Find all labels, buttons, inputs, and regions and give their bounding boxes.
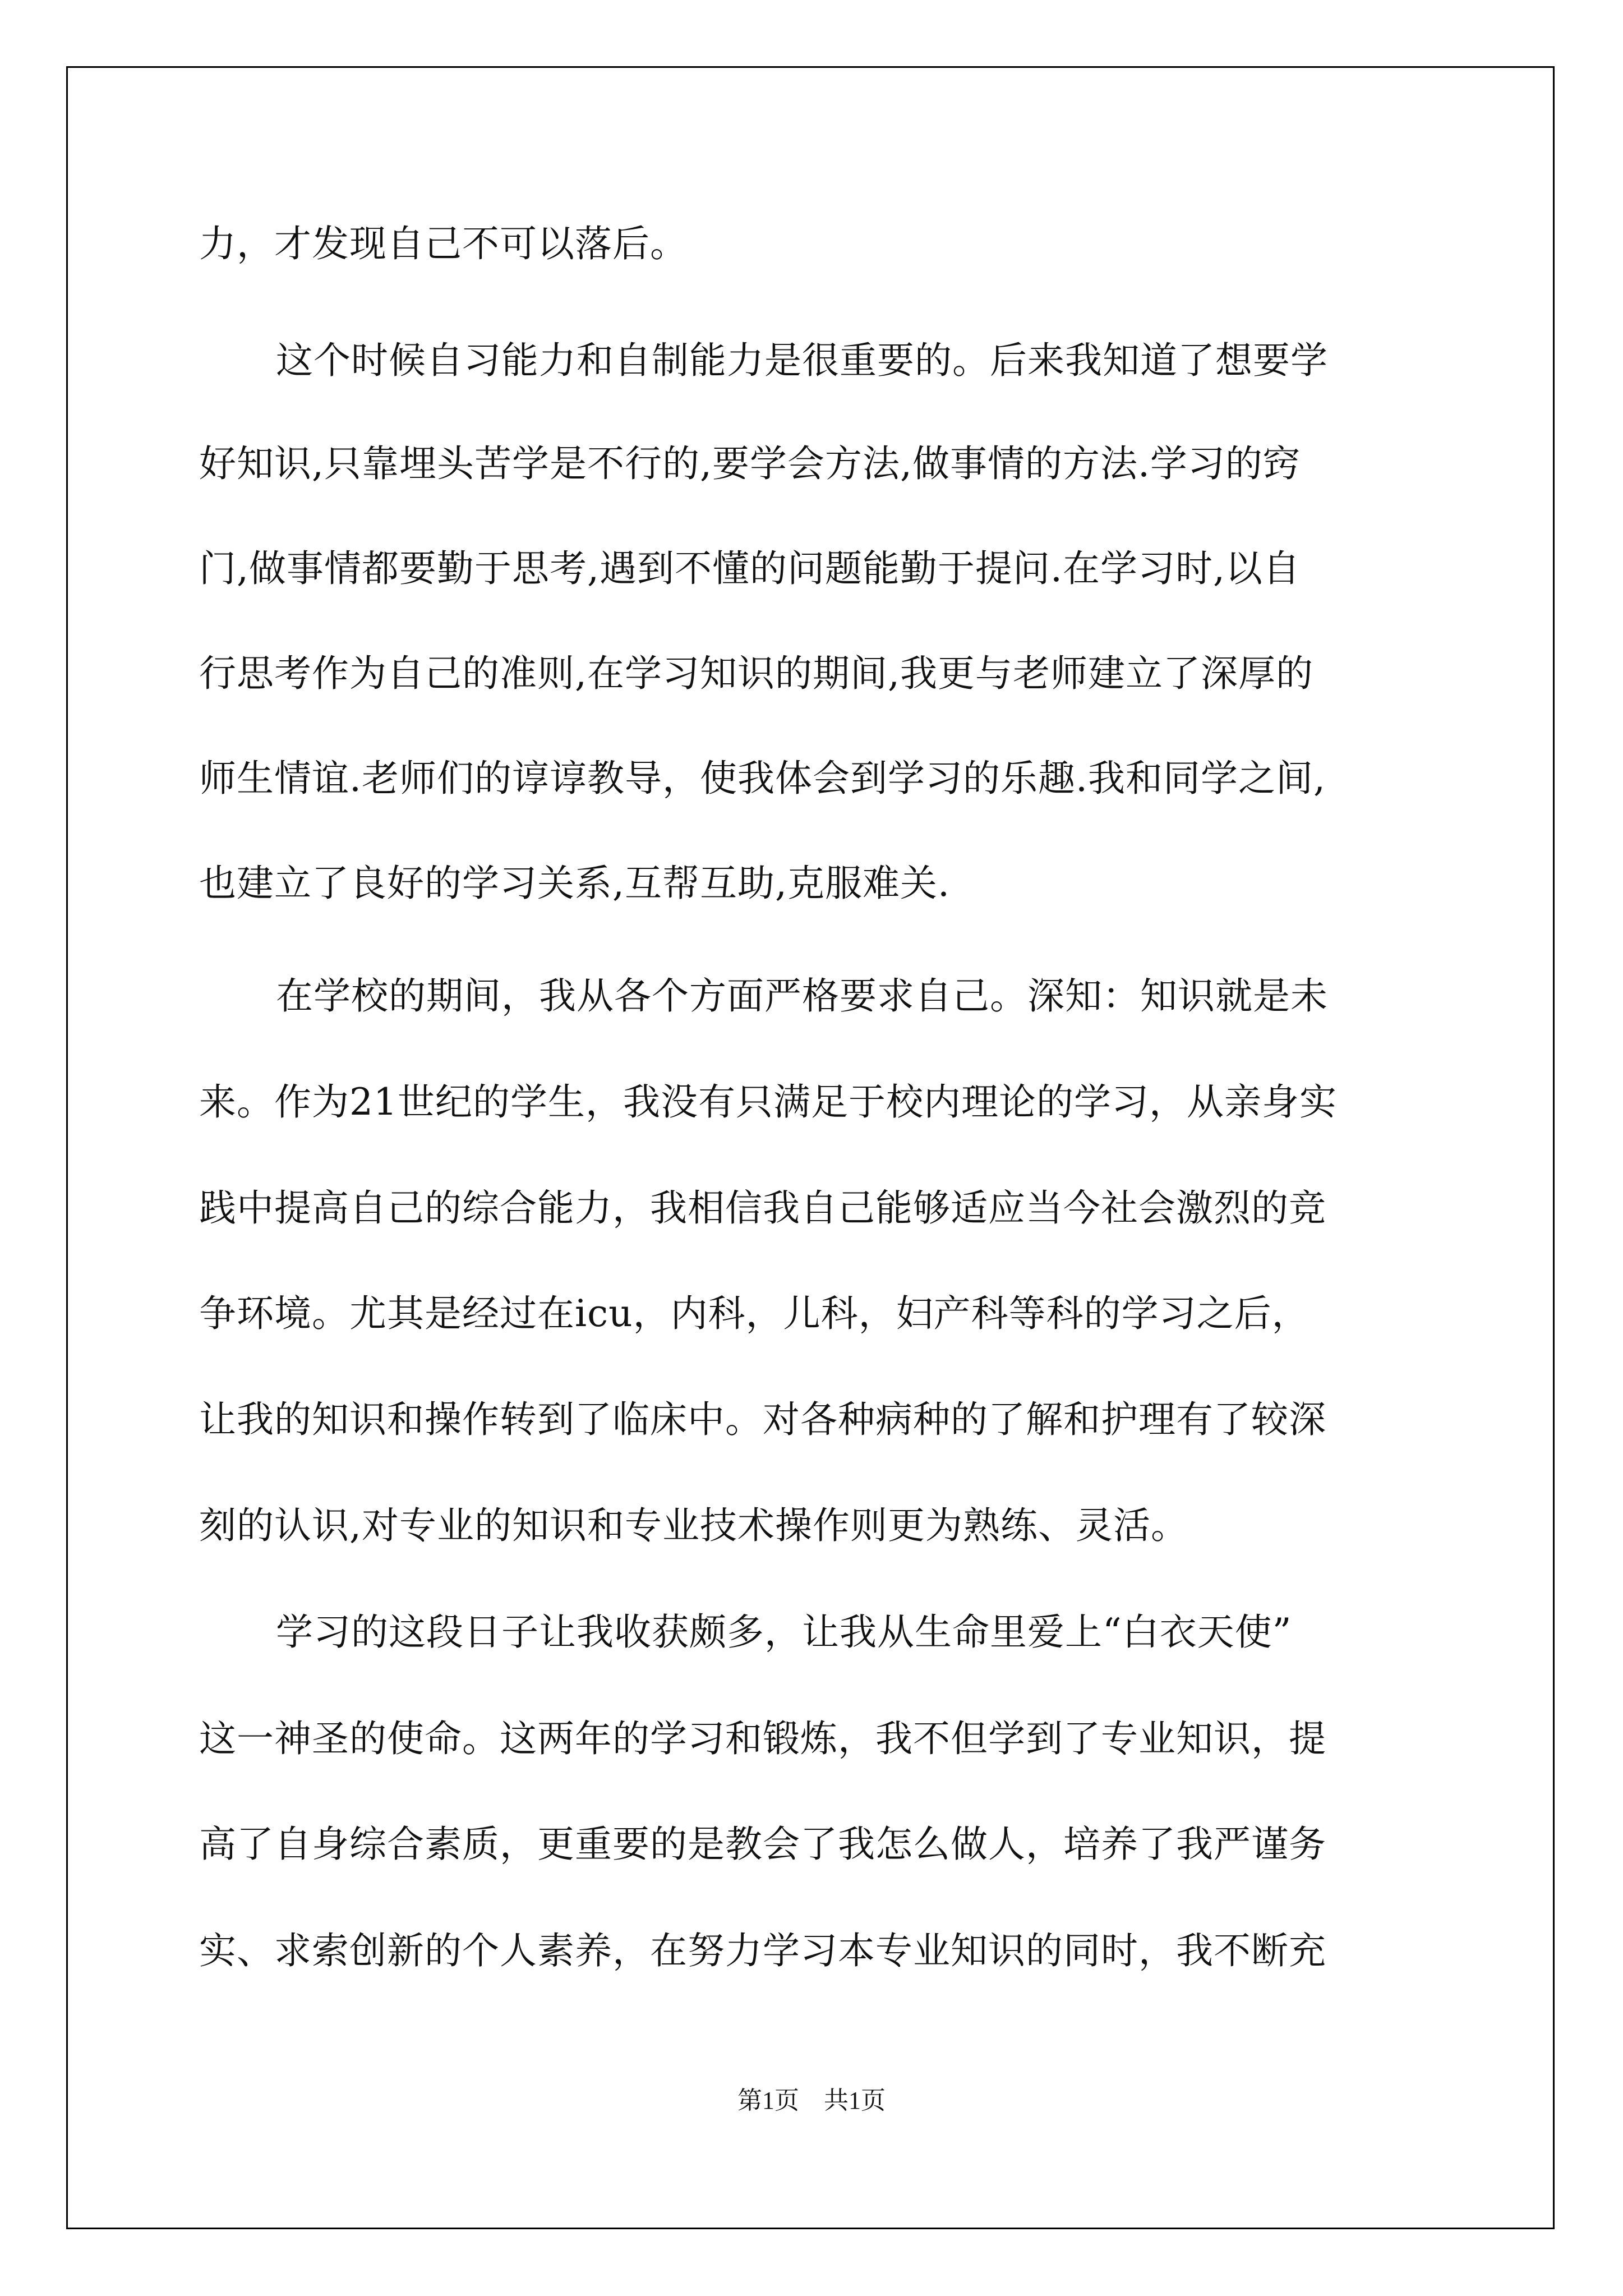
text-line: 好知识,只靠埋头苦学是不行的,要学会方法,做事情的方法.学习的窍 bbox=[199, 442, 1301, 485]
text-line: 门,做事情都要勤于思考,遇到不懂的问题能勤于提问.在学习时,以自 bbox=[199, 547, 1301, 590]
paragraph-first-line: 这个时候自习能力和自制能力是很重要的。后来我知道了想要学 bbox=[276, 339, 1328, 382]
text-line: 这一神圣的使命。这两年的学习和锻炼，我不但学到了专业知识，提 bbox=[199, 1717, 1326, 1760]
paragraph-first-line: 学习的这段日子让我收获颇多，让我从生命里爱上“白衣天使” bbox=[276, 1611, 1292, 1654]
text-line: 行思考作为自己的准则,在学习知识的期间,我更与老师建立了深厚的 bbox=[199, 652, 1313, 695]
text-line: 来。作为21世纪的学生，我没有只满足于校内理论的学习，从亲身实 bbox=[199, 1080, 1337, 1124]
page-number-footer: 第1页 共1页 bbox=[737, 2087, 886, 2114]
text-line: 刻的认识,对专业的知识和专业技术操作则更为熟练、灵活。 bbox=[199, 1504, 1188, 1547]
text-line: 也建立了良好的学习关系,互帮互助,克服难关. bbox=[199, 862, 950, 905]
text-line: 践中提高自己的综合能力，我相信我自己能够适应当今社会激烈的竞 bbox=[199, 1186, 1326, 1230]
paragraph-first-line: 在学校的期间，我从各个方面严格要求自己。深知：知识就是未 bbox=[276, 974, 1328, 1018]
text-line: 实、求索创新的个人素养，在努力学习本专业知识的同时，我不断充 bbox=[199, 1929, 1326, 1972]
text-line: 力，才发现自己不可以落后。 bbox=[199, 222, 688, 265]
text-line: 争环境。尤其是经过在icu，内科，儿科，妇产科等科的学习之后， bbox=[199, 1292, 1310, 1335]
text-line: 师生情谊.老师们的谆谆教导，使我体会到学习的乐趣.我和同学之间, bbox=[199, 757, 1326, 800]
text-line: 高了自身综合素质，更重要的是教会了我怎么做人，培养了我严谨务 bbox=[199, 1823, 1326, 1866]
text-line: 让我的知识和操作转到了临床中。对各种病种的了解和护理有了较深 bbox=[199, 1398, 1326, 1441]
